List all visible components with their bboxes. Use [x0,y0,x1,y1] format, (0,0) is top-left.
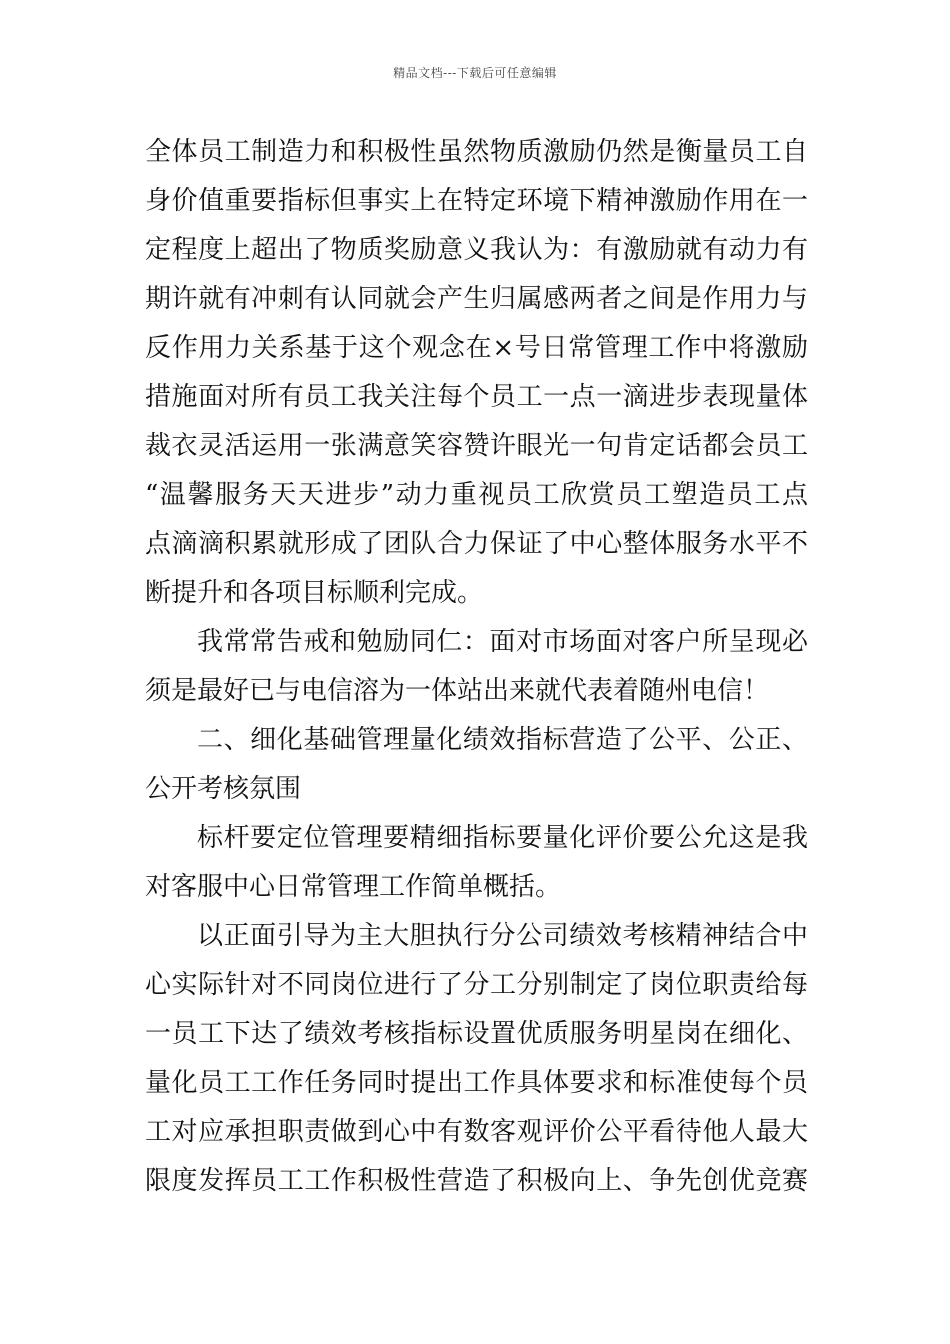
paragraph-start-line: 我常常告戒和勉励同仁：面对市场面对客户所呈现必 [197,627,808,657]
text-line: 量化员工工作任务同时提出工作具体要求和标准使每个员 [145,1068,808,1098]
text-line: 裁衣灵活运用一张满意笑容赞许眼光一句肯定话都会员工 [145,431,808,461]
text-line: 定程度上超出了物质奖励意义我认为：有激励就有动力有 [145,235,808,265]
text-line: 工对应承担职责做到心中有数客观评价公平看待他人最大 [145,1117,808,1147]
text-line: 限度发挥员工工作积极性营造了积极向上、争先创优竞赛 [145,1166,808,1196]
text-line: 措施面对所有员工我关注每个员工一点一滴进步表现量体 [145,382,808,412]
document-body [145,128,808,1206]
text-line: 身价值重要指标但事实上在特定环境下精神激励作用在一 [145,186,808,216]
text-line: 须是最好已与电信溶为一体站出来就代表着随州电信！ [145,676,770,706]
text-line: 期许就有冲刺有认同就会产生归属感两者之间是作用力与 [145,284,808,314]
paragraph-start-line: 标杆要定位管理要精细指标要量化评价要公允这是我 [197,823,808,853]
text-line: 断提升和各项目标顺利完成。 [145,578,484,608]
paragraph-start-line: 以正面引导为主大胆执行分公司绩效考核精神结合中 [197,921,808,951]
text-line: 心实际针对不同岗位进行了分工分别制定了岗位职责给每 [145,970,808,1000]
text-line: 点滴滴积累就形成了团队合力保证了中心整体服务水平不 [145,529,808,559]
text-line: 对客服中心日常管理工作简单概括。 [145,872,562,902]
section-heading-line: 公开考核氛围 [145,774,302,804]
section-heading-line: 二、细化基础管理量化绩效指标营造了公平、公正、 [197,725,808,755]
text-line: 一员工下达了绩效考核指标设置优质服务明星岗在细化、 [145,1019,808,1049]
text-line: 反作用力关系基于这个观念在×号日常管理工作中将激励 [145,333,808,363]
page-header: 精品文档---下载后可任意编辑 [393,66,557,80]
text-line: 全体员工制造力和积极性虽然物质激励仍然是衡量员工自 [145,137,808,167]
text-line: “温馨服务天天进步”动力重视员工欣赏员工塑造员工点 [145,480,808,510]
